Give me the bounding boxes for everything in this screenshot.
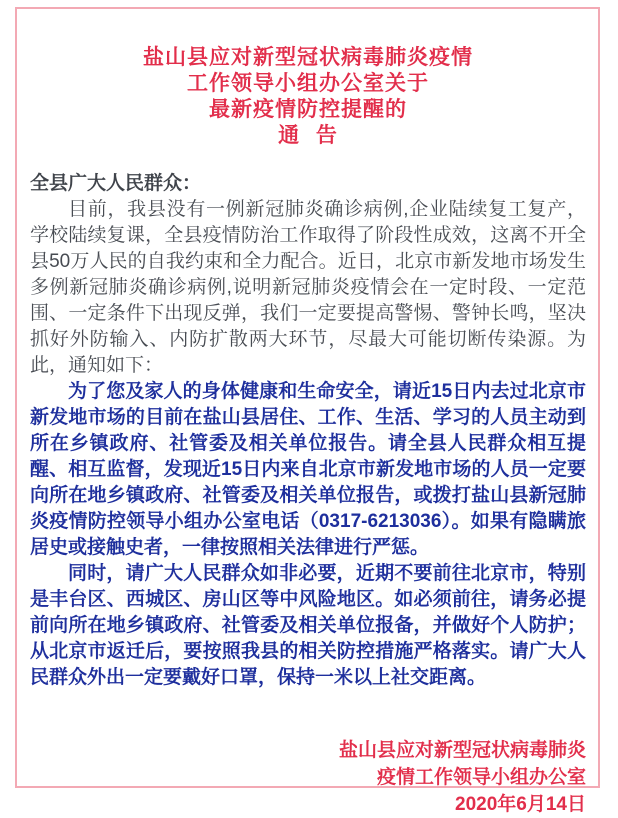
signature xyxy=(30,737,586,818)
notice-title-line-2: 工作领导小组办公室关于 xyxy=(187,72,429,95)
salutation: 全县广大人民群众： xyxy=(30,173,202,194)
notice-title xyxy=(30,45,586,149)
paragraph-travel-advice: 同时，请广大人民群众如非必要，近期不要前往北京市，特别是丰台区、西城区、房山区等中风险地区。如必须前往，请务必提前向所在地乡镇政府、社管委及相关单位报备，并做好个人防护；从北京市返迁后，要按照我县的相关防控措施严格落实。请广大人民群众外出一定要戴好口罩，保持一米以上社交距离。 xyxy=(30,563,586,688)
signature-date: 2020年6月14日 xyxy=(455,794,586,815)
signature-org-line-2: 疫情工作领导小组办公室 xyxy=(376,767,586,788)
paragraph-current-situation: 目前，我县没有一例新冠肺炎确诊病例,企业陆续复工复产，学校陆续复课，全县疫情防治工作取得了阶段性成效，这离不开全县50万人民的自我约束和全力配合。近日，北京市新发地市场发生多例新冠肺炎确诊病例,说明新冠肺炎疫情会在一定时段、一定范围、一定条件下出现反弹，我们一定要提高警惕、警钟长鸣，坚决抓好外防输入、内防扩散两大环节，尽最大可能切断传染源。为此，通知如下： xyxy=(30,199,586,376)
notice-border-frame xyxy=(15,7,600,815)
paragraph-report-requirement: 为了您及家人的身体健康和生命安全，请近15日内去过北京市新发地市场的目前在盐山县居住、工作、生活、学习的人员主动到所在乡镇政府、社管委及相关单位报告。请全县人民群众相互提醒、相互监督，发现近15日内来自北京市新发地市场的人员一定要向所在地乡镇政府、社管委及相关单位报告，或拨打盐山县新冠肺炎疫情防控领导小组办公室电话（0317-6213036）。如果有隐瞒旅居史或接触史者，一律按照相关法律进行严惩。 xyxy=(30,381,586,558)
notice-title-line-3: 最新疫情防控提醒的 xyxy=(209,98,407,121)
notice-title-line-4: 通 告 xyxy=(278,124,338,147)
signature-org-line-1: 盐山县应对新型冠状病毒肺炎 xyxy=(338,740,586,761)
notice-title-line-1: 盐山县应对新型冠状病毒肺炎疫情 xyxy=(143,46,473,69)
